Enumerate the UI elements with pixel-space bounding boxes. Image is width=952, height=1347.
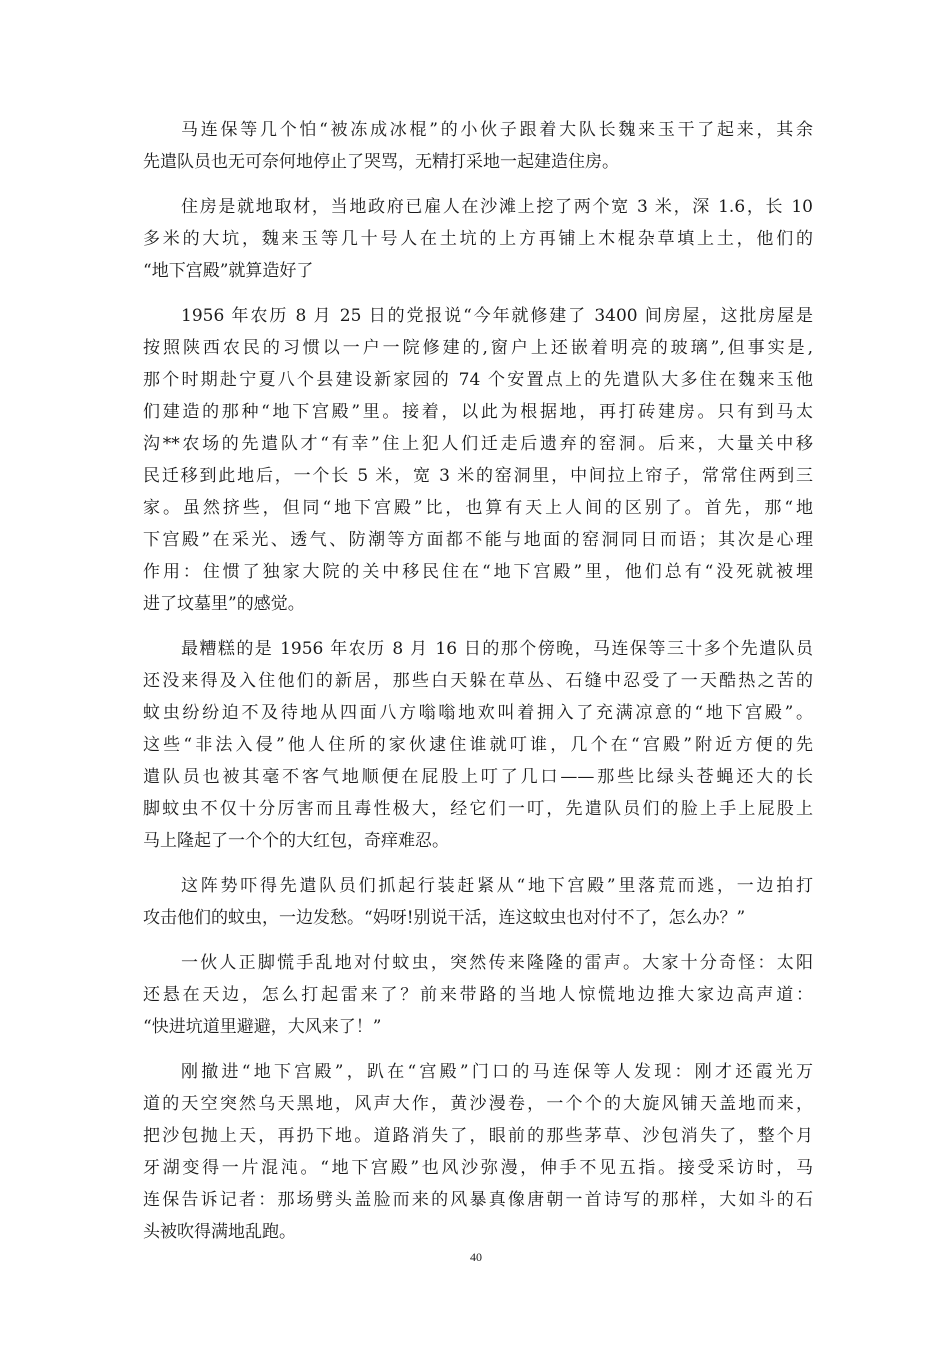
text-line: 遣队员也被其毫不客气地顺便在屁股上叮了几口——那些比绿头苍蝇还大的长 <box>143 767 813 787</box>
text-line: 1956 年农历 8 月 25 日的党报说“今年就修建了 3400 间房屋，这批房屋是 <box>181 306 813 326</box>
text-line: “地下宫殿”就算造好了 <box>143 261 314 281</box>
text-line: 蚊虫纷纷迫不及待地从四面八方嗡嗡地欢叫着拥入了充满凉意的“地下宫殿”。 <box>143 703 813 723</box>
text-line: 这阵势吓得先遣队员们抓起行装赶紧从“地下宫殿”里落荒而逃，一边拍打 <box>181 876 813 896</box>
text-line: “快进坑道里避避，大风来了！” <box>143 1017 382 1037</box>
text-line: 一伙人正脚慌手乱地对付蚊虫，突然传来隆隆的雷声。大家十分奇怪：太阳 <box>181 953 813 973</box>
paragraph <box>143 1056 813 1248</box>
text-line: 下宫殿”在采光、透气、防潮等方面都不能与地面的窑洞同日而语；其次是心理 <box>143 530 813 550</box>
paragraph <box>143 633 813 857</box>
document-body <box>143 114 813 1261</box>
text-line: 头被吹得满地乱跑。 <box>143 1222 296 1242</box>
text-line: 脚蚊虫不仅十分厉害而且毒性极大，经它们一叮，先遣队员们的脸上手上屁股上 <box>143 799 813 819</box>
text-line: 牙湖变得一片混沌。“地下宫殿”也风沙弥漫，伸手不见五指。接受采访时，马 <box>143 1158 813 1178</box>
text-line: 按照陕西农民的习惯以一户一院修建的,窗户上还嵌着明亮的玻璃”,但事实是, <box>143 338 813 358</box>
text-line: 民迁移到此地后，一个长 5 米，宽 3 米的窑洞里，中间拉上帘子，常常住两到三 <box>143 466 813 486</box>
text-line: 们建造的那种“地下宫殿”里。接着，以此为根据地，再打砖建房。只有到马太 <box>143 402 813 422</box>
text-line: 把沙包抛上天，再扔下地。道路消失了，眼前的那些茅草、沙包消失了，整个月 <box>143 1126 813 1146</box>
text-line: 进了坟墓里”的感觉。 <box>143 594 305 614</box>
text-line: 作用：住惯了独家大院的关中移民住在“地下宫殿”里，他们总有“没死就被埋 <box>143 562 813 582</box>
page-number: 40 <box>470 1250 482 1264</box>
text-line: 还悬在天边，怎么打起雷来了？前来带路的当地人惊慌地边推大家边高声道： <box>143 985 813 1005</box>
text-line: 道的天空突然乌天黑地，风声大作，黄沙漫卷，一个个的大旋风铺天盖地而来， <box>143 1094 813 1114</box>
text-line: 马上隆起了一个个的大红包，奇痒难忍。 <box>143 831 449 851</box>
text-line: 马连保等几个怕“被冻成冰棍”的小伙子跟着大队长魏来玉干了起来，其余 <box>181 120 813 140</box>
paragraph <box>143 300 813 620</box>
text-line: 攻击他们的蚊虫，一边发愁。“妈呀!别说干活，连这蚊虫也对付不了，怎么办？” <box>143 908 746 928</box>
text-line: 多米的大坑，魏来玉等几十号人在土坑的上方再铺上木棍杂草填上土，他们的 <box>143 229 813 249</box>
paragraph <box>143 191 813 287</box>
text-line: 这些“非法入侵”他人住所的家伙逮住谁就叮谁，几个在“宫殿”附近方便的先 <box>143 735 813 755</box>
text-line: 最糟糕的是 1956 年农历 8 月 16 日的那个傍晚，马连保等三十多个先遣队员 <box>181 639 813 659</box>
text-line: 住房是就地取材，当地政府已雇人在沙滩上挖了两个宽 3 米，深 1.6，长 10 <box>181 197 813 217</box>
paragraph <box>143 870 813 934</box>
text-line: 刚撤进“地下宫殿”，趴在“宫殿”门口的马连保等人发现：刚才还霞光万 <box>181 1062 813 1082</box>
text-line: 先遣队员也无可奈何地停止了哭骂，无精打采地一起建造住房。 <box>143 152 619 172</box>
paragraph <box>143 114 813 178</box>
text-line: 还没来得及入住他们的新居，那些白天躲在草丛、石缝中忍受了一天酷热之苦的 <box>143 671 813 691</box>
paragraph <box>143 947 813 1043</box>
text-line: 那个时期赴宁夏八个县建设新家园的 74 个安置点上的先遣队大多住在魏来玉他 <box>143 370 813 390</box>
text-line: 家。虽然挤些，但同“地下宫殿”比，也算有天上人间的区别了。首先，那“地 <box>143 498 813 518</box>
text-line: 沟**农场的先遣队才“有幸”住上犯人们迁走后遗弃的窑洞。后来，大量关中移 <box>143 434 813 454</box>
text-line: 连保告诉记者：那场劈头盖脸而来的风暴真像唐朝一首诗写的那样，大如斗的石 <box>143 1190 813 1210</box>
